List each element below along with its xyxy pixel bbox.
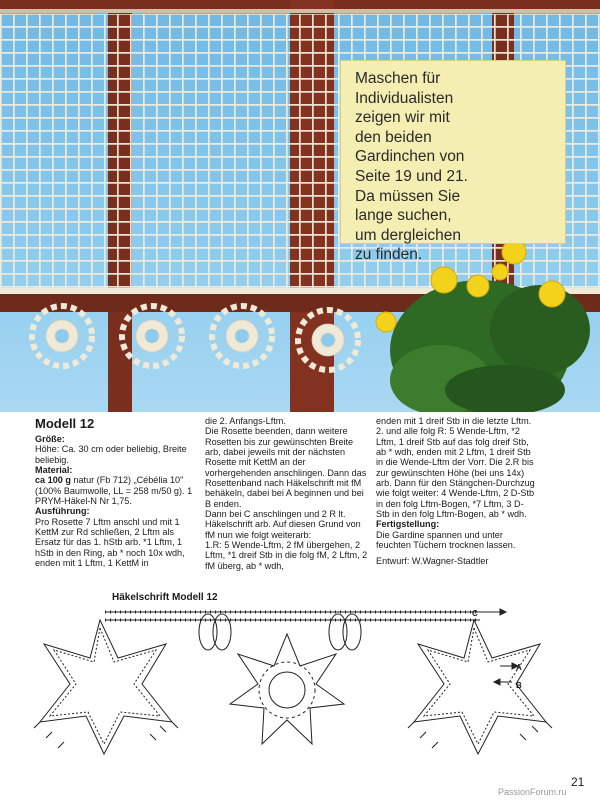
finishing-text: Die Gardine spannen und unter feuchten Tüchern trocknen lassen.: [376, 529, 516, 551]
label-b: B: [516, 681, 522, 690]
execution-text: Pro Rosette 7 Lftm anschl und mit 1 KettM zur Rd schließen, 2 Lftm als Ersatz für das 1. hStb arb. *1 Lftm, 1 hStb in den Ring, ab * noch 10x wdh, enden mit 1 Lftm, 1 KettM in: [35, 516, 185, 569]
callout-line: Da müssen Sie: [355, 187, 461, 205]
text-column-3: [376, 416, 536, 567]
label-c: C: [472, 609, 478, 618]
text-column-2: [205, 416, 368, 571]
callout-line: den beiden: [355, 128, 432, 146]
callout-line: Seite 19 und 21.: [355, 167, 468, 185]
text-column-1: [35, 416, 197, 568]
callout-line: Maschen für: [355, 70, 441, 87]
model-title: Modell 12: [35, 416, 95, 431]
callout-line: lange suchen,: [355, 207, 452, 225]
label-a: A: [516, 663, 522, 672]
page-number: 21: [571, 775, 585, 789]
watermark: PassionForum.ru: [498, 787, 567, 797]
callout-line: zu finden.: [355, 246, 423, 264]
size-heading: Größe:: [35, 434, 65, 444]
callout-line: Gardinchen von: [355, 148, 465, 166]
material-amount: ca 100 g: [35, 475, 71, 486]
execution-text: Dann bei C anschlingen und 2 R lt. Häkelschrift arb. Auf diesen Grund von fM nun wie folgt weiterarb:: [205, 509, 361, 540]
crochet-chart: [0, 604, 600, 774]
material-description: natur (Fb 712) „Cébélia 10" (100% Baumwolle, LL = 258 m/50 g). 1 PRYM-Häkel-N Nr 1,75.: [35, 475, 193, 507]
material-text: [35, 475, 197, 506]
execution-text: enden mit 1 dreif Stb in die letzte Lftm. 2. und alle folg R: 5 Wende-Lftm, *2 Lftm, 1 dreif Stb auf das folg dreif Stb, ab * wdh, enden mit 2 Lftm, 1 dreif Stb in die Wende-Lftm der Vorr. Die 2.R bis zur gewünschten Höhe (bei uns 14x) arb. Dann für den Stängchen-Durchzug wie folgt weiter: 4 Wende-Lftm, 2 D-Stb in den folg Lftm-Bogen, *7 Lftm, 3 D-Stb in den folg Lftm-Bogen, ab * wdh.: [376, 416, 535, 520]
execution-text: Die Rosette beenden, dann weitere Rosetten bis zur gewünschten Breite arb, dabei jeweils mit der nächsten Rosette mit KettM an der vorhergehenden anschlingen. Dann das Rosettenband nach Häkelschrift mit fM behäkeln, dabei bei A beginnen und bei B enden.: [205, 426, 367, 509]
material-heading: Material:: [35, 465, 73, 476]
callout-line: zeigen wir mit: [355, 109, 450, 127]
callout-line: Individualisten: [355, 89, 454, 107]
execution-heading: Ausführung:: [35, 506, 90, 517]
design-credit: Entwurf: W.Wagner-Stadtler: [376, 556, 489, 567]
execution-text: die 2. Anfangs-Lftm.: [205, 416, 286, 426]
diagram-title: Häkelschrift Modell 12: [112, 592, 218, 603]
size-text: Höhe: Ca. 30 cm oder beliebig, Breite beliebig.: [35, 444, 187, 465]
callout-line: um dergleichen: [355, 226, 461, 244]
execution-text: 1.R: 5 Wende-Lftm, 2 fM übergehen, 2 Lftm, *1 dreif Stb in die folg fM, 2 Lftm, 2 fM überg, ab * wdh,: [205, 540, 368, 571]
intro-callout: [340, 60, 566, 264]
finishing-heading: Fertigstellung:: [376, 519, 440, 530]
